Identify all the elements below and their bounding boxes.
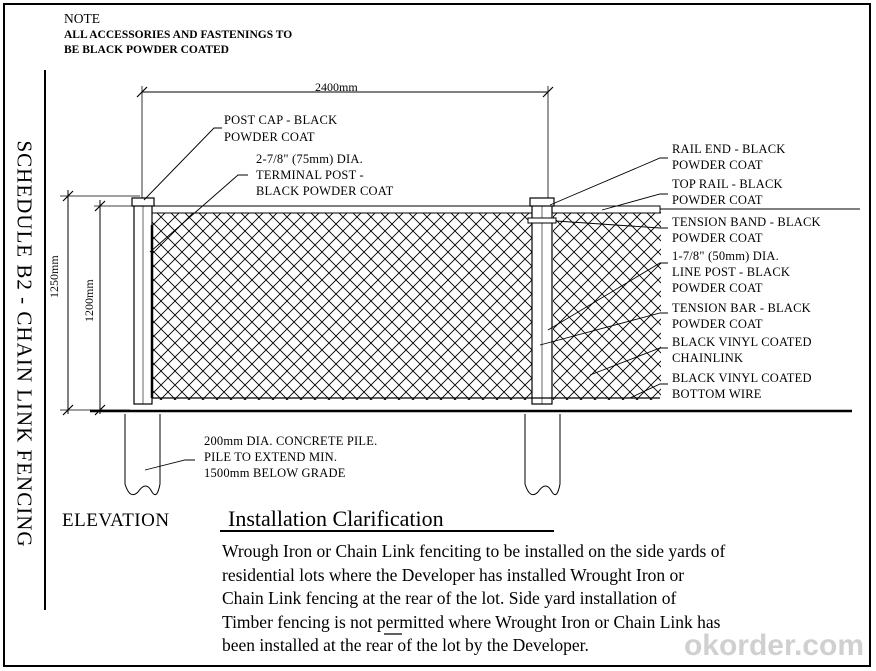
tension-band-label-1: TENSION BAND - BLACK xyxy=(672,215,821,229)
rail-end-label-2: POWDER COAT xyxy=(672,158,763,172)
top-rail xyxy=(150,206,660,213)
clarification-line-3: Chain Link fencing at the rear of the lot. Side yard installation of xyxy=(222,588,677,608)
line-post-label-2: LINE POST - BLACK xyxy=(672,265,791,279)
clarification-line-2: residential lots where the Developer has installed Wrought Iron or xyxy=(222,564,685,585)
pile-label-3: 1500mm BELOW GRADE xyxy=(204,466,346,480)
line-post-label-1: 1-7/8" (50mm) DIA. xyxy=(672,249,779,263)
line-post xyxy=(528,198,556,404)
overall-height-dimension: 1250mm xyxy=(47,255,61,298)
top-rail-label-2: POWDER COAT xyxy=(672,193,763,207)
terminal-post-label-3: BLACK POWDER COAT xyxy=(256,184,394,198)
watermark: okorder.com xyxy=(683,629,864,662)
concrete-pile-left xyxy=(125,414,160,495)
chain-link-mesh-right xyxy=(553,212,661,400)
clarification-heading: Installation Clarification xyxy=(228,506,444,531)
note-line-2: BE BLACK POWDER COATED xyxy=(64,44,229,56)
line-post-label-3: POWDER COAT xyxy=(672,281,763,295)
tension-bar-label-2: POWDER COAT xyxy=(672,317,763,331)
tension-band-label-2: POWDER COAT xyxy=(672,231,763,245)
bottom-wire-label-1: BLACK VINYL COATED xyxy=(672,371,812,385)
chainlink-label-2: CHAINLINK xyxy=(672,351,744,365)
chain-link-mesh-left xyxy=(152,212,532,400)
clarification-line-5: been installed at the rear of the lot by the Developer. xyxy=(222,635,589,655)
top-rail-label-1: TOP RAIL - BLACK xyxy=(672,177,783,191)
terminal-post xyxy=(132,198,154,404)
terminal-post-label-2: TERMINAL POST - xyxy=(256,168,364,182)
pile-label-2: PILE TO EXTEND MIN. xyxy=(204,450,338,464)
fabric-height-dimension: 1200mm xyxy=(82,279,96,322)
clarification-line-1: Wrough Iron or Chain Link fenciting to be installed on the side yards of xyxy=(222,541,726,561)
bottom-wire-label-2: BOTTOM WIRE xyxy=(672,387,762,401)
span-dimension: 2400mm xyxy=(315,80,358,94)
note-line-1: ALL ACCESSORIES AND FASTENINGS TO xyxy=(64,29,293,41)
schedule-title-text: SCHEDULE B2 - CHAIN LINK FENCING xyxy=(12,140,37,548)
pile-label-1: 200mm DIA. CONCRETE PILE. xyxy=(204,434,378,448)
terminal-post-label-1: 2-7/8" (75mm) DIA. xyxy=(256,152,363,166)
chainlink-label-1: BLACK VINYL COATED xyxy=(672,335,812,349)
rail-end-label-1: RAIL END - BLACK xyxy=(672,142,786,156)
post-cap xyxy=(132,198,154,206)
elevation-label: ELEVATION xyxy=(62,510,170,531)
tension-bar-label-1: TENSION BAR - BLACK xyxy=(672,301,811,315)
concrete-pile-right xyxy=(525,414,560,495)
post-cap-label-2: POWDER COAT xyxy=(224,130,315,144)
post-cap-label-1: POST CAP - BLACK xyxy=(224,113,338,127)
note-heading: NOTE xyxy=(64,11,100,26)
clarification-line-4: Timber fencing is not permitted where Wrought Iron or Chain Link has xyxy=(222,611,721,632)
